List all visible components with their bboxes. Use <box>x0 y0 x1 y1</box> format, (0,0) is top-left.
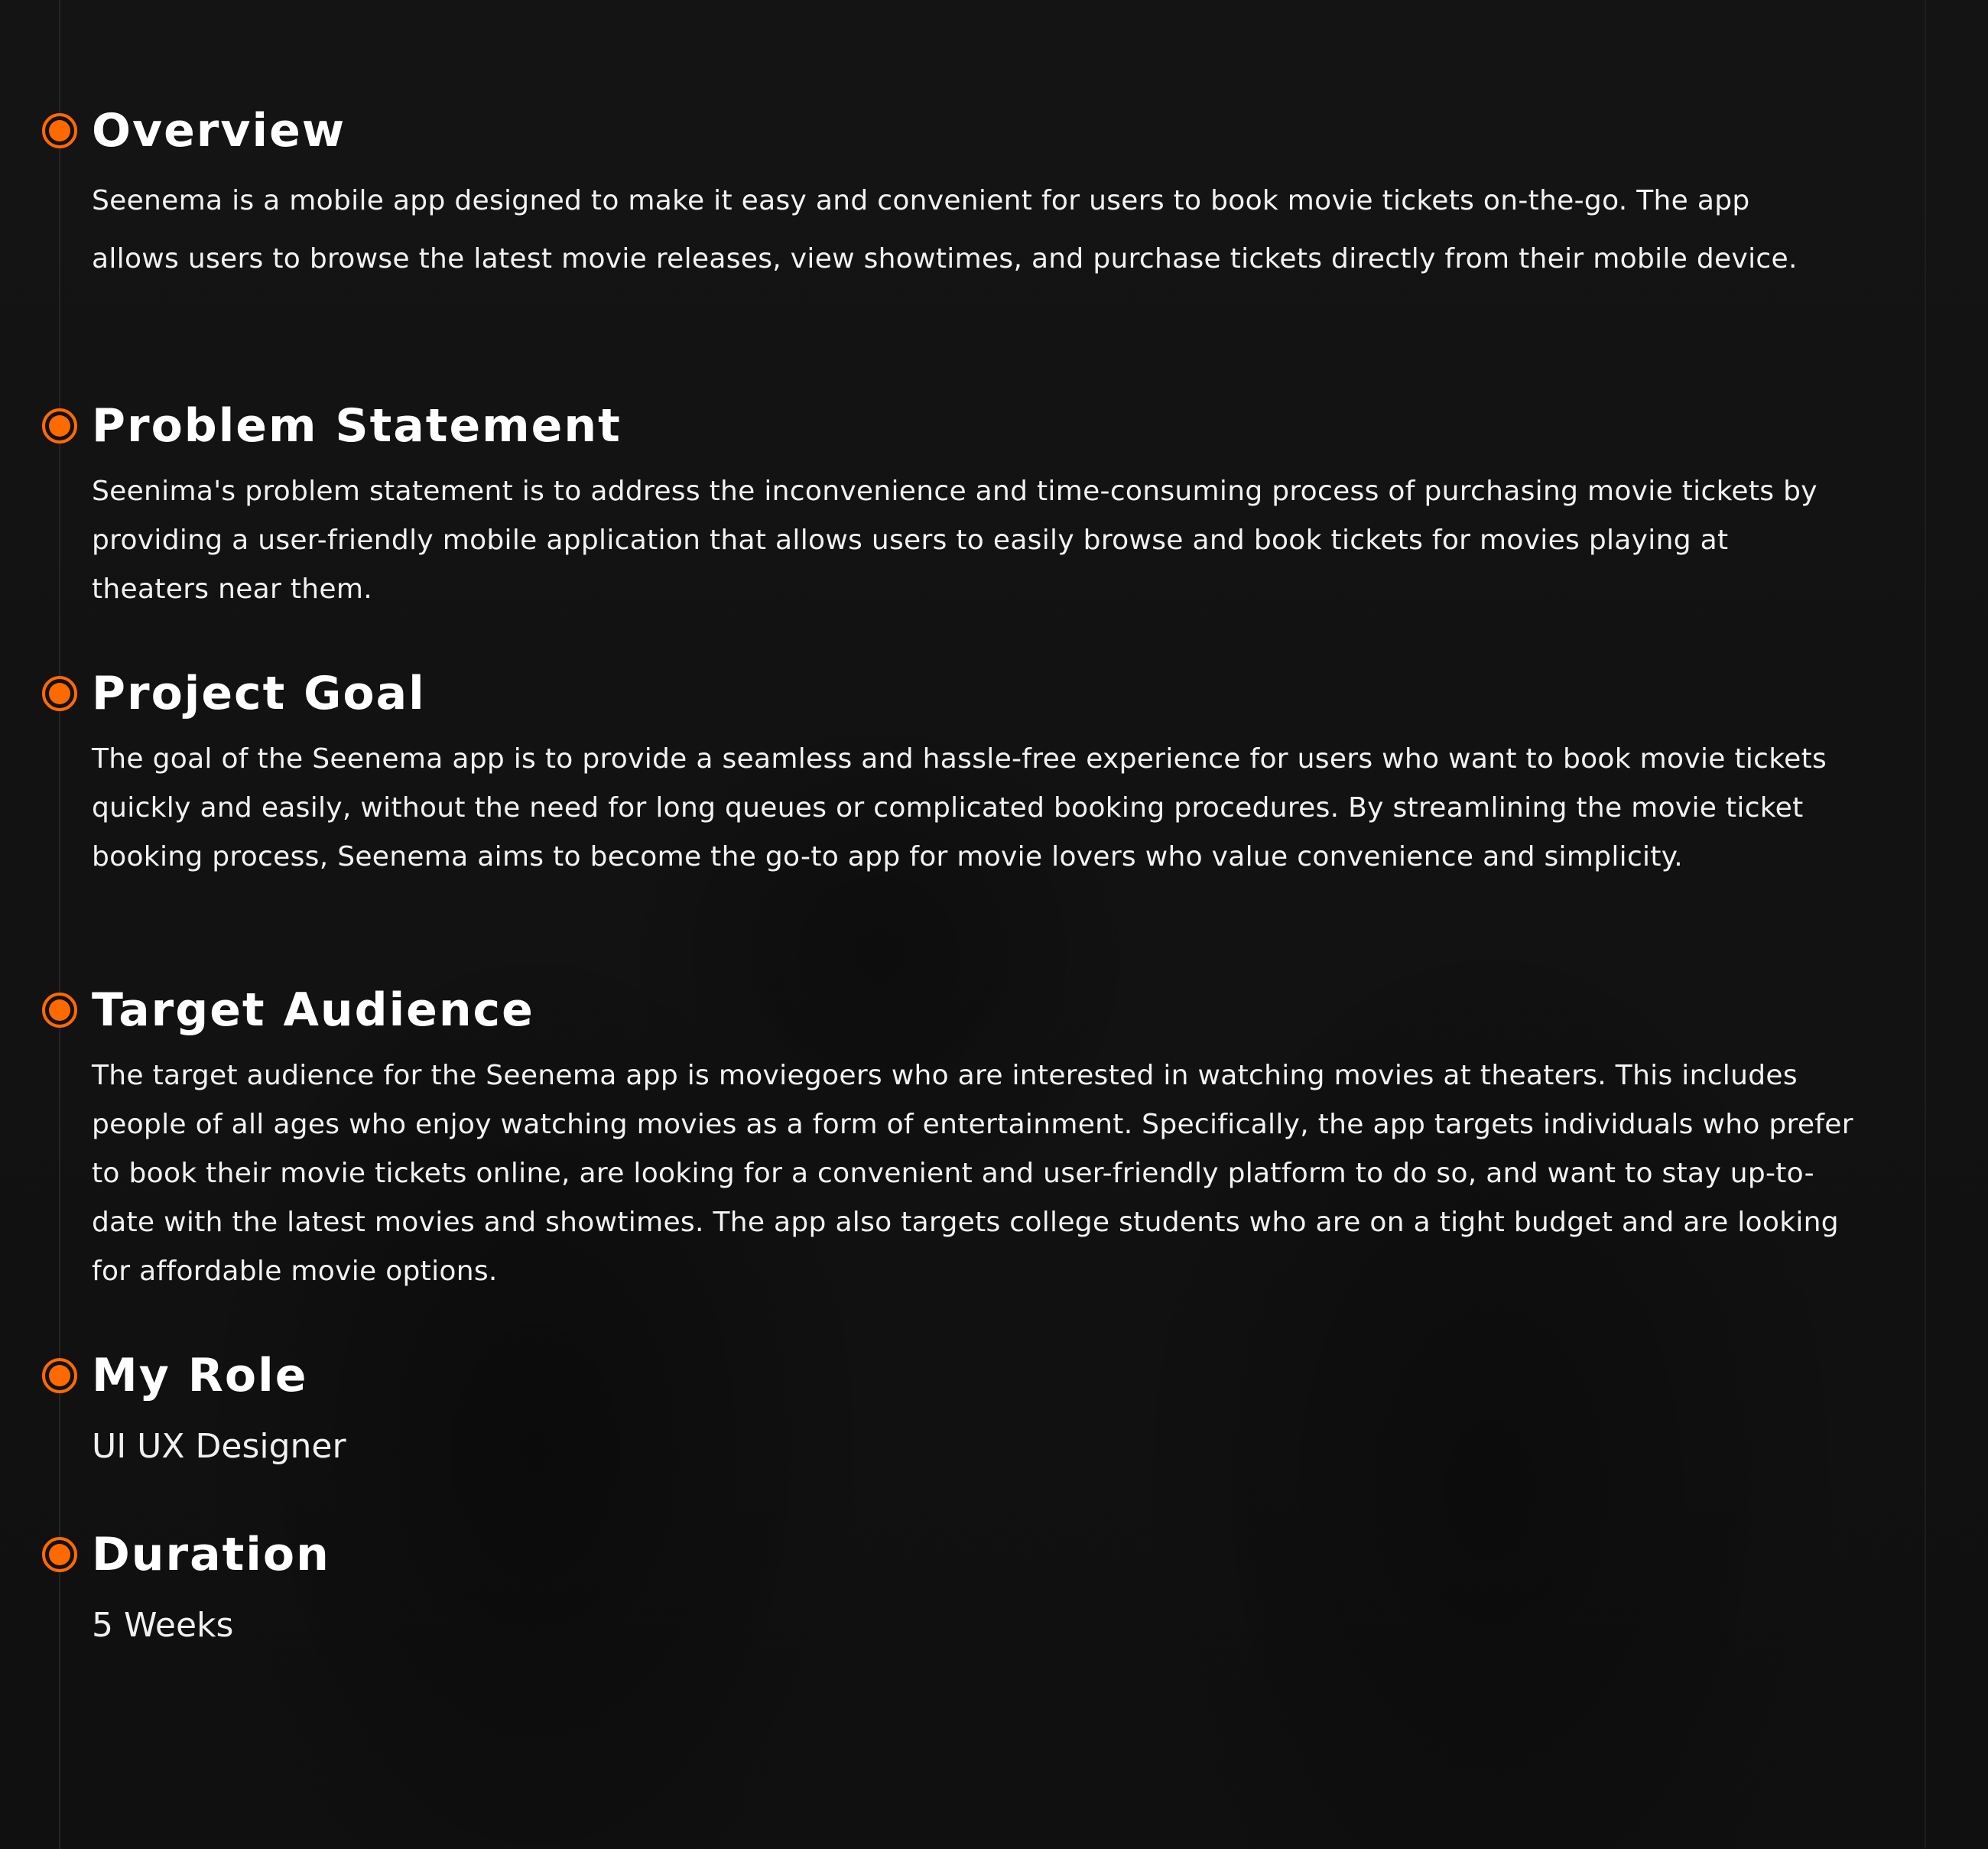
my-role-heading: My Role <box>92 1349 308 1402</box>
target-audience-text: The target audience for the Seenema app is moviegoers who are interested in watching movies at theaters. This includes people of all ages who enjoy watching movies as a form of entertainment. Specifically, the app targets individuals who prefer to book their movie tickets online, are looking for a convenient and user-friendly platform to do so, and want to stay up-to-date with the latest movies and showtimes. The app also targets college students who are on a tight budget and are looking for affordable movie options. <box>92 1060 1853 1287</box>
timeline-dot-icon <box>42 676 77 711</box>
timeline-dot-icon <box>42 113 77 148</box>
overview-heading: Overview <box>92 104 346 158</box>
timeline-dot-icon <box>42 1358 77 1393</box>
timeline-dot-icon <box>42 1537 77 1572</box>
project-goal-text: The goal of the Seenema app is to provide a seamless and hassle-free experience for users who want to book movie tickets quickly and easily, without the need for long queues or complicated booking procedures. By streamlining the movie ticket booking process, Seenema aims to become the go-to app for movie lovers who value convenience and simplicity. <box>92 743 1827 873</box>
my-role-value: UI UX Designer <box>92 1427 346 1466</box>
problem-statement-text: Seenima's problem statement is to address the inconvenience and time-consuming process of purchasing movie tickets by providing a user-friendly mobile application that allows users to easily browse and book tickets for movies playing at theaters near them. <box>92 476 1817 605</box>
timeline-dot-icon <box>42 993 77 1028</box>
target-audience-heading: Target Audience <box>92 983 534 1037</box>
project-goal-heading: Project Goal <box>92 667 426 720</box>
right-divider <box>1925 0 1926 1849</box>
problem-statement-heading: Problem Statement <box>92 399 622 453</box>
duration-heading: Duration <box>92 1528 330 1581</box>
overview-text: Seenema is a mobile app designed to make it easy and convenient for users to book movie tickets on-the-go. The app allows users to browse the latest movie releases, view showtimes, and purchase tickets directly from their mobile device. <box>92 185 1798 275</box>
duration-value: 5 Weeks <box>92 1606 234 1645</box>
timeline-dot-icon <box>42 408 77 444</box>
